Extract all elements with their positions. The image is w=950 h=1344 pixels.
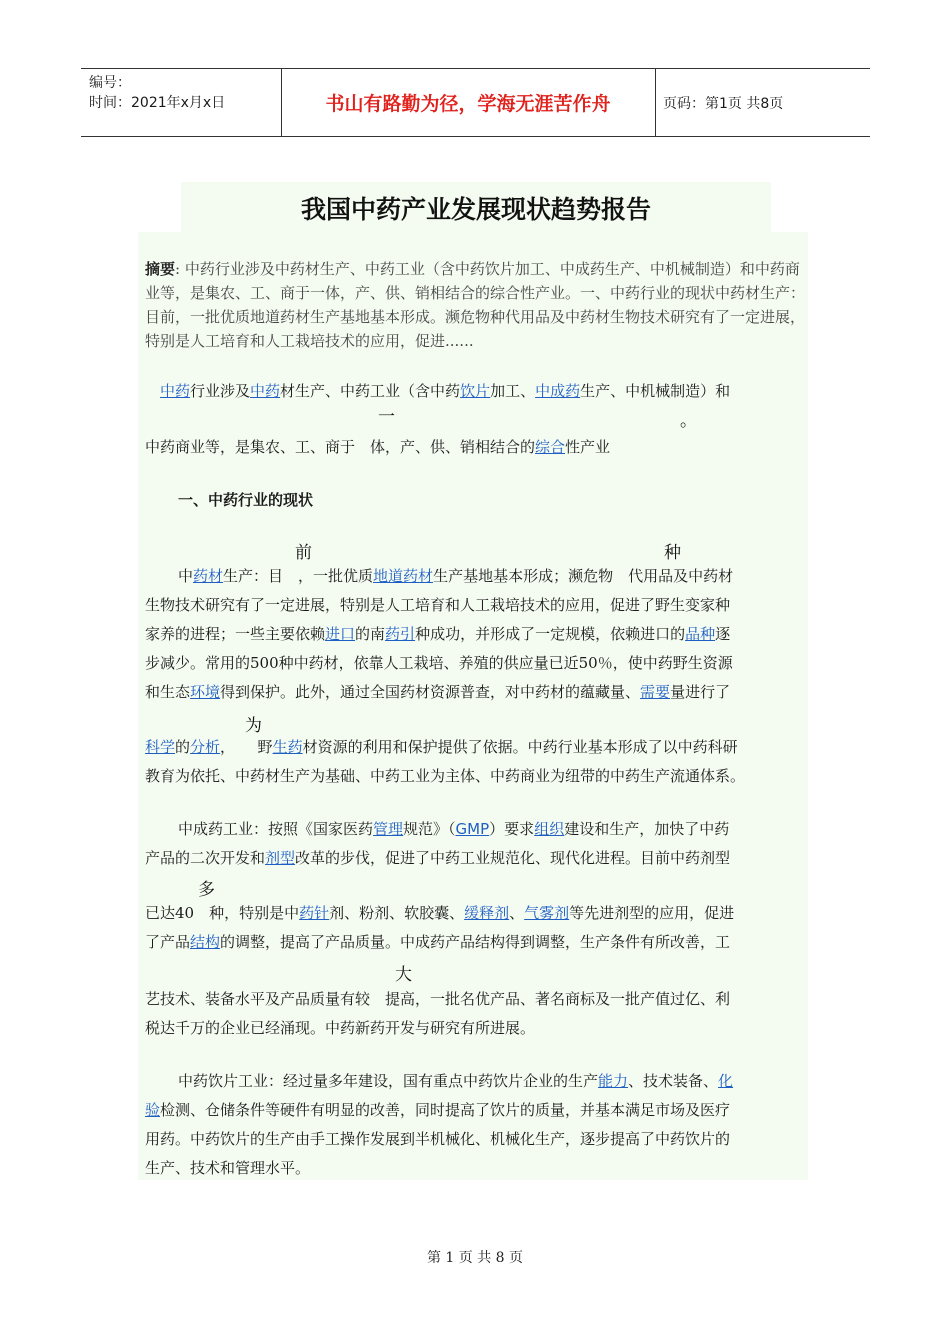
- section-heading: 一、中药行业的现状: [178, 491, 314, 509]
- link-kexue[interactable]: 科学: [145, 738, 176, 756]
- page-footer: 第 1 页 共 8 页: [426, 1250, 524, 1266]
- link-jinkou[interactable]: 进口: [325, 625, 356, 643]
- link-zonghe[interactable]: 综合: [535, 438, 566, 456]
- link-qiwuji[interactable]: 气雾剂: [524, 904, 570, 922]
- link-jiegou[interactable]: 结构: [190, 933, 221, 951]
- link-yaocai[interactable]: 药材: [193, 567, 224, 585]
- link-yinpian[interactable]: 饮片: [460, 382, 491, 400]
- float-char: 多: [198, 880, 215, 900]
- paragraph-patent-medicine: 中成药工业：按照《国家医药管理规范》（GMP）要求组织建设和生产，加快了中药 产品的二次开发和剂型改革的步伐，促进了中药工业规范化、现代化进程。目前中药剂型: [145, 820, 731, 867]
- link-didaoyaocai[interactable]: 地道药材: [373, 567, 434, 585]
- float-char: 种: [664, 543, 681, 563]
- abstract: [145, 257, 805, 353]
- paragraph-herb-production-cont: 科学的分析， 野生药材资源的利用和保护提供了依据。中药行业基本形成了以中药科研 教育为依托、中药材生产为基础、中药工业为主体、中药商业为纽带的中药生产流通体系。: [145, 738, 746, 785]
- link-huanshiji[interactable]: 缓释剂: [464, 904, 510, 922]
- paragraph-decoction-pieces: 中药饮片工业：经过量多年建设，国有重点中药饮片企业的生产能力、技术装备、化 验检测、仓储条件等硬件有明显的改善，同时提高了饮片的质量，并基本满足市场及医疗 用药。中药饮片的生产由手工操作发展到半机械化、机械化生产，逐步提高了中药饮片的 生产、技术和管理水平。: [145, 1072, 734, 1177]
- page-title: 我国中药产业发展现状趋势报告: [300, 195, 651, 224]
- header-table: [81, 68, 870, 137]
- link-gmp[interactable]: GMP: [455, 820, 490, 838]
- link-zhongchengyao[interactable]: 中成药: [535, 382, 581, 400]
- intro-line-1: 中药行业涉及中药材生产、中药工业（含中药饮片加工、中成药生产、中机械制造）和: [160, 382, 731, 400]
- paragraph-patent-medicine-cont: 已达40 种，特别是中药针剂、粉剂、软胶囊、缓释剂、气雾剂等先进剂型的应用，促进 了产品结构的调整，提高了产品质量。中成药产品结构得到调整，生产条件有所改善，工: [145, 904, 735, 951]
- number-label: 编号：: [89, 75, 131, 91]
- link-huanjing[interactable]: 环境: [190, 683, 221, 701]
- link-pinzhong[interactable]: 品种: [685, 625, 716, 643]
- link-shengyao[interactable]: 生药: [272, 738, 303, 756]
- float-char: 为: [245, 716, 262, 736]
- link-yaozhen[interactable]: 药针: [299, 904, 330, 922]
- link-fenxi[interactable]: 分析: [190, 738, 221, 756]
- link-zuzhi[interactable]: 组织: [534, 820, 565, 838]
- link-jixing[interactable]: 剂型: [265, 849, 296, 867]
- link-guanli[interactable]: 管理: [373, 820, 404, 838]
- paragraph-patent-medicine-end: 艺技术、装备水平及产品质量有较 提高，一批名优产品、著名商标及一批产值过亿、利 税达千万的企业已经涌现。中药新药开发与研究有所进展。: [145, 990, 731, 1037]
- link-hua[interactable]: 化: [718, 1072, 734, 1090]
- link-nengli[interactable]: 能力: [598, 1072, 629, 1090]
- link-yaoyin[interactable]: 药引: [385, 625, 416, 643]
- link-xuyao[interactable]: 需要: [640, 683, 671, 701]
- abstract-text: : 中药行业涉及中药材生产、中药工业（含中药饮片加工、中成药生产、中机械制造）和中药商业等，是集农、工、商于一体，产、供、销相结合的综合性产业。一、中药行业的现状中药材生产：目前，一批优质地道药材生产基地基本形成。濒危物种代用品及中药材生物技术研究有了一定进展，特别是人工培育和人工栽培技术的应用，促进......: [145, 260, 806, 350]
- float-char: 一: [378, 407, 395, 427]
- abstract-label: 摘要: [145, 260, 176, 278]
- paragraph-herb-production: 中药材生产：目 ，一批优质地道药材生产基地基本形成；濒危物 代用品及中药材 生物技术研究有了一定进展，特别是人工培育和人工栽培技术的应用，促进了野生变家种 家养的进程；一些主要依赖进口的南药引种成功，并形成了一定规模，依赖进口的品种逐 步减少。常用的500种中药材，依靠人工栽培、养殖的供应量已近50％，使中药野生资源 和生态环境得到保护。此外，通过全国药材资源普查，对中药材的蕴藏量、需要量进行了: [145, 567, 734, 701]
- float-char: 前: [295, 543, 312, 563]
- link-zhongyao[interactable]: 中药: [160, 382, 191, 400]
- intro-line-2: 中药商业等，是集农、工、商于 体，产、供、销相结合的综合性产业: [145, 438, 611, 456]
- float-char: 。: [680, 411, 697, 431]
- date-label: 时间：2021年x月x日: [89, 95, 226, 111]
- link-yan[interactable]: 验: [145, 1101, 161, 1119]
- title-box: [181, 182, 771, 232]
- header-motto: 书山有路勤为径，学海无涯苦作舟: [325, 93, 611, 115]
- header-page-number: 页码：第1页 共8页: [663, 96, 784, 112]
- header-meta: [89, 73, 225, 113]
- link-zhongyao[interactable]: 中药: [250, 382, 281, 400]
- float-char: 大: [395, 965, 412, 985]
- header-divider: [655, 69, 656, 136]
